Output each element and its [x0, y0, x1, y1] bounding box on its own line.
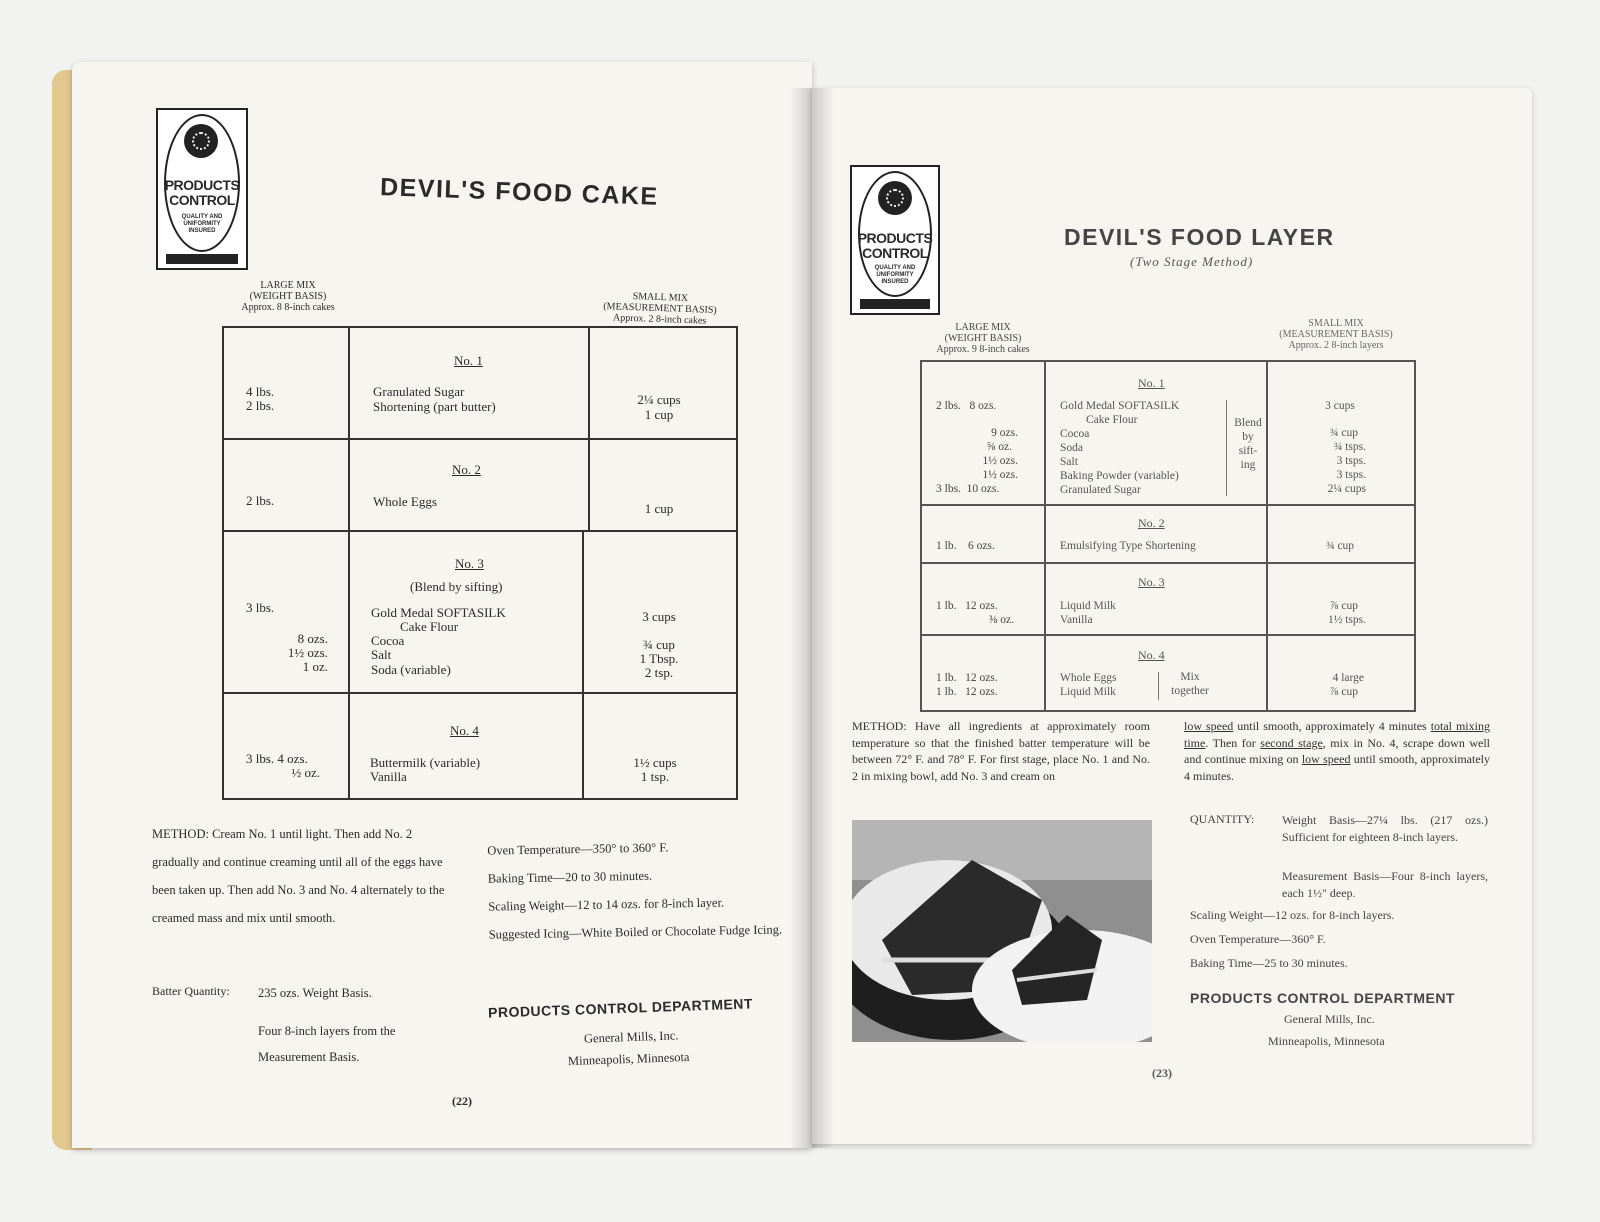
weight-value: 2 lbs. 8 ozs. [936, 400, 997, 412]
quantity-label: QUANTITY: [1190, 812, 1255, 826]
table-row [224, 328, 736, 440]
section-label: No. 2 [1138, 516, 1165, 530]
logo-sub2: UNIFORMITY [876, 272, 914, 278]
header-line: LARGE MIX [955, 322, 1011, 333]
measure-value: 1 cup [644, 407, 674, 422]
page-number: (23) [1152, 1066, 1172, 1080]
cake-photo [852, 820, 1152, 1042]
method-segment: mix in No. 4, scrape down well and continue mixing on [1184, 735, 1491, 766]
quantity-measure: Measurement Basis—Four 8-inch layers, each 1½" deep. [1282, 869, 1488, 900]
measure-value: 4 large [1332, 672, 1364, 684]
method-text: METHOD: Cream No. 1 until light. Then add No. 2 gradually and continue creaming until all of the eggs have been taken up. Then add No. 3 and No. 4 alternately to the creamed mass and mix until smooth. [152, 827, 445, 925]
logo-sub3: INSURED [881, 279, 909, 285]
company-city: Minneapolis, Minnesota [567, 1049, 690, 1069]
section-label: No. 3 [455, 556, 484, 571]
ingredient: Gold Medal SOFTASILK [1060, 400, 1180, 412]
section-label: No. 1 [454, 353, 483, 368]
ingredient: Cake Flour [400, 619, 459, 634]
measure-value: 1½ cups [633, 755, 677, 770]
batter-more: Four 8-inch layers from the Measurement Basis. [258, 1024, 396, 1064]
logo-line1: PRODUCTS [164, 177, 240, 193]
batter-value: 235 ozs. Weight Basis. [258, 986, 372, 1000]
ingredient: Liquid Milk [1060, 600, 1116, 612]
weight-value: 1 lb. 12 ozs. [936, 686, 998, 698]
blend-note [1228, 416, 1268, 472]
ingredient: Granulated Sugar [373, 384, 465, 399]
header-line: Approx. 8 8-inch cakes [241, 302, 335, 313]
measure-value: ¾ cup [1325, 540, 1355, 552]
page-number: (22) [452, 1094, 472, 1108]
measure-value: 2¼ cups [1327, 483, 1366, 495]
logo-sub1: QUALITY AND [874, 265, 916, 271]
measure-value: ⅞ cup [1329, 600, 1358, 612]
header-line: Approx. 2 8-inch cakes [612, 312, 707, 327]
department-name: PRODUCTS CONTROL DEPARTMENT [1190, 990, 1455, 1006]
logo-line2: CONTROL [862, 245, 928, 261]
logo-sub2: UNIFORMITY [183, 221, 221, 227]
logo-sub1: QUALITY AND [181, 214, 223, 220]
page-title: DEVIL'S FOOD CAKE [379, 173, 660, 211]
note-line: Mix [1180, 671, 1200, 683]
ingredient: Cocoa [1060, 428, 1090, 440]
book-gutter [790, 88, 834, 1148]
oven-temperature: Oven Temperature—350° to 360° F. [487, 840, 669, 858]
logo-badge-icon [878, 181, 912, 215]
measure-value: 3 cups [642, 609, 676, 624]
logo-badge-icon [184, 124, 218, 158]
measure-value: 1 tsp. [640, 769, 670, 784]
measure-value: ⅞ cup [1329, 686, 1358, 698]
small-mix-header [584, 289, 735, 327]
ingredient: Soda [1060, 442, 1083, 454]
logo-sub3: INSURED [188, 228, 216, 234]
header-line: Approx. 9 8-inch cakes [936, 344, 1030, 355]
underlined-text: low speed [1184, 719, 1234, 733]
method-segment: until smooth, approximately 4 minutes [1233, 719, 1431, 733]
header-line: LARGE MIX [260, 280, 316, 291]
large-mix-header [228, 280, 348, 313]
header-line: SMALL MIX [1308, 318, 1364, 329]
weight-value: 1 lb. 12 ozs. [936, 600, 998, 612]
logo-base [860, 299, 930, 309]
measure-value: 1 Tbsp. [639, 651, 679, 666]
ingredient: Vanilla [1060, 614, 1093, 626]
measure-value: 1½ tsps. [1327, 614, 1366, 626]
underlined-text: second stage, [1260, 735, 1326, 750]
ingredient: Cake Flour [1086, 414, 1138, 426]
cake-illustration [852, 820, 1152, 1042]
products-control-logo [850, 165, 940, 315]
measure-value: 2 tsp. [644, 665, 674, 680]
weight-value: 2 lbs. [246, 398, 275, 413]
logo-base [166, 254, 238, 264]
company-city: Minneapolis, Minnesota [1268, 1034, 1385, 1048]
baking-time: Baking Time—20 to 30 minutes. [487, 868, 653, 886]
header-line: SMALL MIX [632, 291, 689, 304]
measure-value: 3 cups [1325, 400, 1355, 412]
weight-value: 3 lbs. [246, 600, 275, 615]
measure-value: ¾ cup [1329, 427, 1358, 439]
large-mix-header [918, 322, 1048, 355]
baking-notes [487, 831, 789, 948]
ingredient: Whole Eggs [1060, 672, 1117, 684]
weight-value: 1½ ozs. [982, 455, 1018, 467]
measure-value: 3 tsps. [1336, 455, 1366, 467]
products-control-logo [156, 108, 248, 270]
ingredient: Vanilla [370, 769, 407, 784]
header-line: (WEIGHT BASIS) [249, 291, 327, 302]
baking-time: Baking Time—25 to 30 minutes. [1190, 956, 1348, 970]
ingredient: Emulsifying Type Shortening [1060, 540, 1196, 552]
section-label: No. 1 [1138, 376, 1165, 390]
header-line: (MEASUREMENT BASIS) [1279, 329, 1393, 340]
small-mix-header [1262, 318, 1410, 351]
logo-line1: PRODUCTS [857, 230, 933, 246]
weight-value: 1½ ozs. [287, 645, 328, 660]
measure-value: 2¼ cups [637, 392, 681, 407]
section-label: No. 4 [1138, 648, 1165, 662]
table-row [922, 506, 1414, 564]
scaling-weight: Scaling Weight—12 to 14 ozs. for 8-inch layer. [488, 895, 725, 914]
page-title: DEVIL'S FOOD LAYER [1064, 224, 1335, 250]
underlined-text: total mixing time [1184, 719, 1490, 750]
oven-temperature: Oven Temperature—360° F. [1190, 932, 1326, 946]
weight-value: 1½ ozs. [982, 469, 1018, 481]
weight-value: ⅜ oz. [988, 614, 1014, 626]
section-label: No. 3 [1138, 575, 1165, 589]
weight-value: 4 lbs. [246, 384, 275, 399]
ingredient: Whole Eggs [373, 494, 437, 509]
weight-value: ½ oz. [291, 765, 320, 780]
method-segment: . Then for [1205, 735, 1261, 750]
scaling-weight: Scaling Weight—12 ozs. for 8-inch layers. [1190, 908, 1395, 922]
ingredient: Cocoa [371, 633, 405, 648]
note-line: Blend [1234, 417, 1262, 429]
ingredient: Salt [371, 647, 392, 662]
department-name: PRODUCTS CONTROL DEPARTMENT [487, 995, 754, 1021]
measure-value: 3 tsps. [1336, 469, 1366, 481]
method-segment: until smooth, approximately 4 minutes. [1184, 752, 1490, 783]
page-subtitle: (Two Stage Method) [1130, 254, 1254, 269]
method-text: METHOD: Have all ingredients at approximately room temperature so that the finished batter temperature will be between 72° F. and 78° F. For first stage, place No. 1 and No. 2 in mixing bowl, add No. 3 and cream on [852, 719, 1150, 783]
ingredient: Soda (variable) [371, 662, 451, 677]
ingredient: Baking Powder (variable) [1060, 470, 1179, 482]
weight-value: ⅝ oz. [986, 441, 1012, 453]
mix-note [1160, 670, 1220, 698]
weight-value: 2 lbs. [246, 493, 275, 508]
header-line: Approx. 2 8-inch layers [1288, 340, 1384, 351]
note-line: sift- [1238, 445, 1258, 457]
weight-value: 1 oz. [302, 659, 328, 674]
measure-value: ¾ cup [643, 637, 675, 652]
ingredient: Salt [1060, 456, 1078, 468]
section-note: (Blend by sifting) [410, 579, 503, 594]
ingredient: Gold Medal SOFTASILK [371, 605, 506, 620]
header-line: (MEASUREMENT BASIS) [603, 301, 717, 316]
note-line: together [1171, 685, 1209, 697]
measure-value: 1 cup [644, 501, 674, 516]
ingredient: Granulated Sugar [1060, 484, 1141, 496]
note-line: by [1242, 431, 1254, 443]
weight-value: 9 ozs. [991, 427, 1018, 439]
weight-value: 3 lbs. 4 ozs. [246, 751, 308, 766]
note-line: ing [1240, 459, 1256, 471]
company-name: General Mills, Inc. [1284, 1012, 1375, 1026]
header-line: (WEIGHT BASIS) [944, 333, 1022, 344]
method-continued [1184, 718, 1490, 784]
weight-value: 1 lb. 12 ozs. [936, 672, 998, 684]
suggested-icing: Suggested Icing—White Boiled or Chocolate Fudge Icing. [488, 922, 783, 942]
weight-value: 3 lbs. 10 ozs. [936, 483, 1000, 495]
quantity-weight: Weight Basis—27¼ lbs. (217 ozs.) Sufficient for eighteen 8-inch layers. [1282, 813, 1488, 844]
section-label: No. 4 [450, 723, 479, 738]
ingredient: Shortening (part butter) [373, 399, 496, 414]
weight-value: 8 ozs. [297, 631, 328, 646]
section-label: No. 2 [452, 462, 481, 477]
ingredient: Buttermilk (variable) [370, 755, 481, 770]
weight-value: 1 lb. 6 ozs. [936, 540, 995, 552]
table-row [224, 440, 736, 532]
company-name: General Mills, Inc. [583, 1028, 679, 1046]
batter-label: Batter Quantity: [152, 984, 230, 998]
logo-line2: CONTROL [169, 192, 235, 208]
underlined-text: low speed [1301, 752, 1351, 766]
ingredient: Liquid Milk [1060, 686, 1116, 698]
measure-value: ¾ tsps. [1333, 441, 1366, 453]
